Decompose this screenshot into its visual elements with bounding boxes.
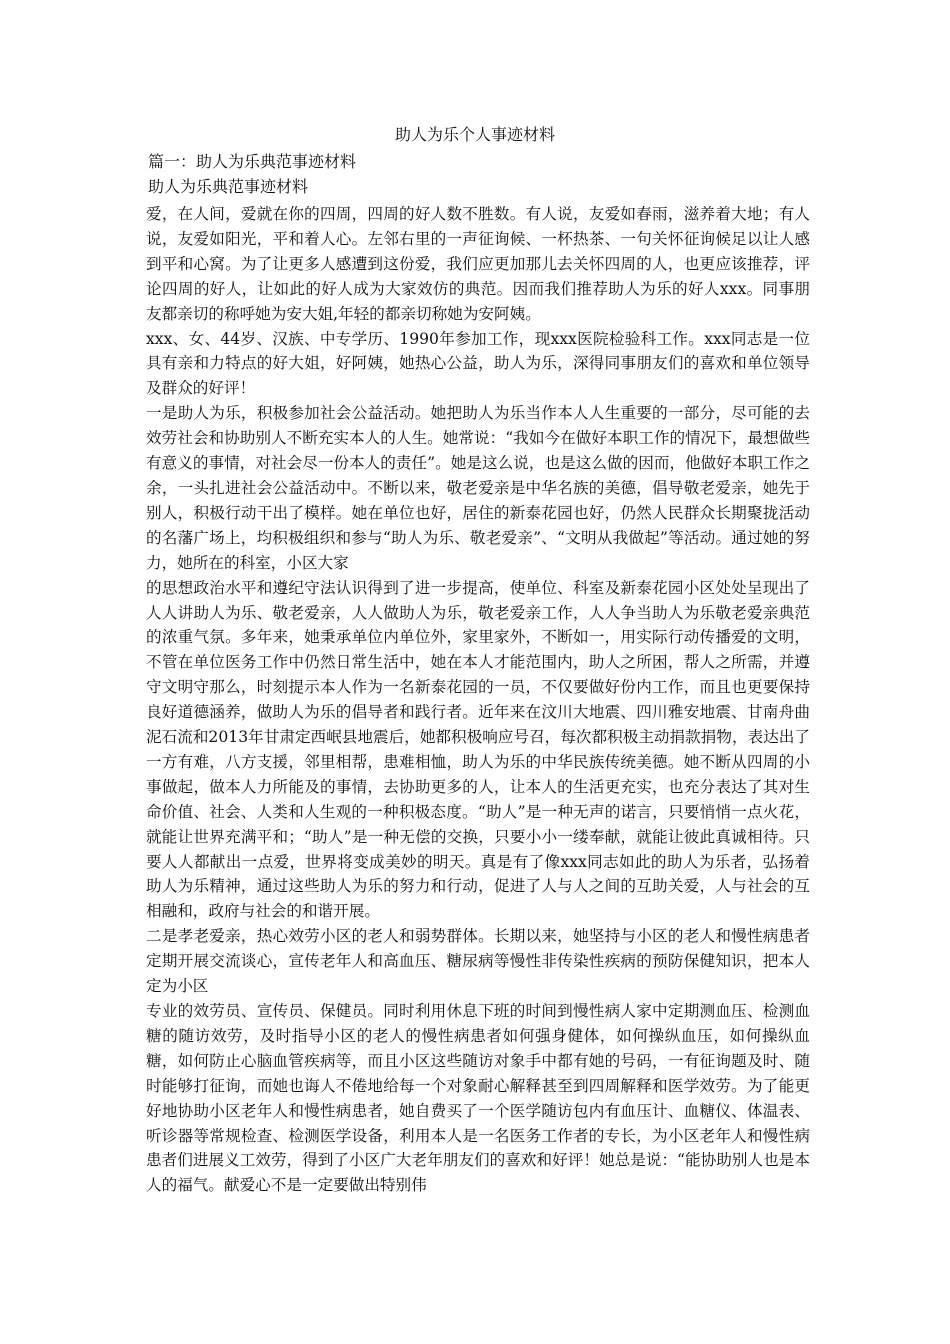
paragraph-point-one: 一是助人为乐，积极参加社会公益活动。她把助人为乐当作本人人生重要的一部分，尽可能的去效劳社会和协助别人不断充实本人的人生。她常说：“我如今在做好本职工作的情况下，最想做些有意义的事情，对社会尽一份本人的责任”。她是这么说，也是这么做的因而，他做好本职工作之余，一头扎进社会公益活动中。不断以来，敬老爱亲是中华名族的美德，倡导敬老爱亲，她先于别人，积极行动干出了模样。她在单位也好，居住的新泰花园也好，仍然人民群众长期聚拢活动的名藩广场上，均积极组织和参与“助人为乐、敬老爱亲”、“文明从我做起”等活动。通过她的努力，她所在的科室，小区大家 [146, 404, 810, 572]
section-heading: 篇一：助人为乐典范事迹材料 [148, 152, 357, 171]
paragraph-point-two-cont: 专业的效劳员、宣传员、保健员。同时利用休息下班的时间到慢性病人家中定期测血压、检测血糖的随访效劳，及时指导小区的老人的慢性病患者如何强身健体，如何操纵血压，如何操纵血糖，如何防止心脑血管疾病等，而且小区这些随访对象手中都有她的号码，一有征询题及时、随时能够打征询，而她也诲人不倦地给每一个对象耐心解释甚至到四周解释和医学效劳。为了能更好地协助小区老年人和慢性病患者，她自费买了一个医学随访包内有血压计、血糖仪、体温表、听诊器等常规检查、检测医学设备，利用本人是一名医务工作者的专长，为小区老年人和慢性病患者们进展义工效劳，得到了小区广大老年朋友们的喜欢和好评！她总是说：“能协助别人也是本人的福气。献爱心不是一定要做出特别伟 [146, 1002, 810, 1195]
paragraph-intro: 爱，在人间，爱就在你的四周，四周的好人数不胜数。有人说，友爱如春雨，滋养着大地；有人说，友爱如阳光，平和着人心。左邻右里的一声征询候、一杯热茶、一句关怀征询候足以让人感到平和心窝。为了让更多人感遭到这份爱，我们应更加那儿去关怀四周的人，也更应该推荐，评论四周的好人，让如此的好人成为大家效仿的典范。因而我们推荐助人为乐的好人xxx。同事朋友都亲切的称呼她为安大姐,年轻的都亲切称她为安阿姨。 [146, 205, 810, 323]
sub-heading: 助人为乐典范事迹材料 [148, 177, 309, 196]
paragraph-point-two: 二是孝老爱亲，热心效劳小区的老人和弱势群体。长期以来，她坚持与小区的老人和慢性病患者定期开展交流谈心，宣传老年人和高血压、糖尿病等慢性非传染性疾病的预防保健知识，把本人定为小区 [146, 927, 810, 996]
paragraph-profile: xxx、女、44岁、汉族、中专学历、1990年参加工作，现xxx医院检验科工作。xxx同志是一位具有亲和力特点的好大姐，好阿姨，她热心公益，助人为乐，深得同事朋友们的喜欢和单位领导及群众的好评！ [146, 329, 810, 398]
paragraph-point-one-cont: 的思想政治水平和遵纪守法认识得到了进一步提高，使单位、科室及新泰花园小区处处呈现出了人人讲助人为乐、敬老爱亲，人人做助人为乐，敬老爱亲工作，人人争当助人为乐敬老爱亲典范的浓重气氛。多年来，她秉承单位内单位外，家里家外，不断如一，用实际行动传播爱的文明，不管在单位医务工作中仍然日常生活中，她在本人才能范围内，助人之所困，帮人之所需，并遵守文明守那么，时刻提示本人作为一名新泰花园的一员，不仅要做好份内工作，而且也更要保持良好道德涵养，做助人为乐的倡导者和践行者。近年来在汶川大地震、四川雅安地震、甘南舟曲泥石流和2013年甘肃定西岷县地震后，她都积极响应号召，每次都积极主动捐款捐物，表达出了一方有难，八方支援，邻里相帮，患难相恤，助人为乐的中华民族传统美德。她不断从四周的小事做起，做本人力所能及的事情，去协助更多的人，让本人的生活更充实，也充分表达了其对生命价值、社会、人类和人生观的一种积极态度。“助人”是一种无声的诺言，只要悄悄一点火花，就能让世界充满平和；“助人”是一种无偿的交换，只要小小一缕奉献，就能让彼此真诚相待。只要人人都献出一点爱，世界将变成美妙的明天。真是有了像xxx同志如此的助人为乐者，弘扬着助人为乐精神，通过这些助人为乐的努力和行动，促进了人与人之间的互助关爱，人与社会的互相融和，政府与社会的和谐开展。 [146, 578, 810, 921]
document-body [146, 202, 810, 1198]
document-title: 助人为乐个人事迹材料 [394, 125, 555, 144]
